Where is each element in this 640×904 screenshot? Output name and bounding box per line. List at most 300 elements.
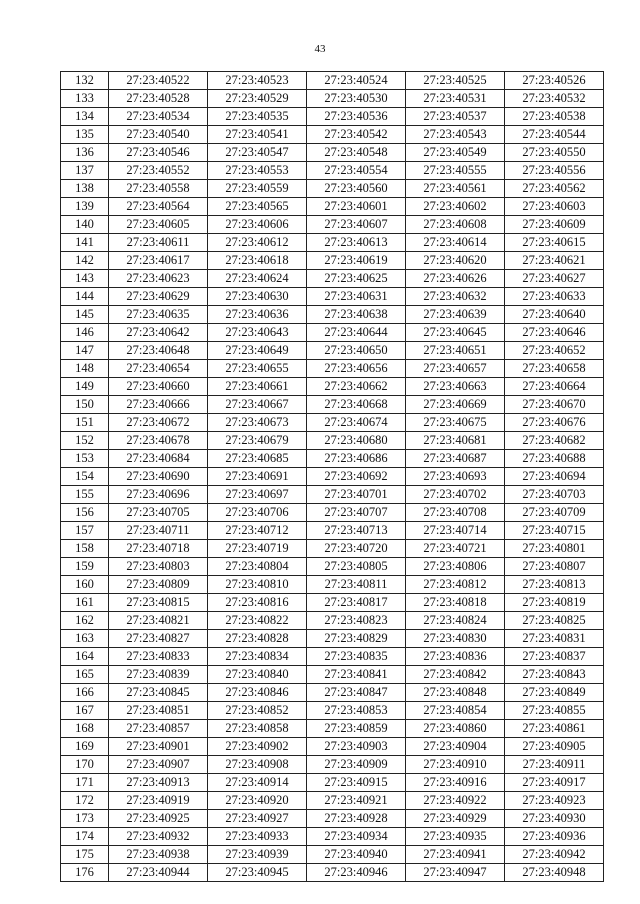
cadastral-code-cell: 27:23:40528	[109, 90, 208, 108]
cadastral-code-cell: 27:23:40652	[505, 342, 604, 360]
cadastral-code-cell: 27:23:40534	[109, 108, 208, 126]
table-row	[61, 648, 604, 666]
cadastral-code-cell: 27:23:40536	[307, 108, 406, 126]
cadastral-code-cell: 27:23:40836	[406, 648, 505, 666]
cadastral-code-cell: 27:23:40948	[505, 864, 604, 882]
table-row	[61, 396, 604, 414]
table-row	[61, 666, 604, 684]
cadastral-code-cell: 27:23:40827	[109, 630, 208, 648]
cadastral-code-cell: 27:23:40661	[208, 378, 307, 396]
cadastral-code-cell: 27:23:40550	[505, 144, 604, 162]
cadastral-code-cell: 27:23:40640	[505, 306, 604, 324]
cadastral-code-cell: 27:23:40633	[505, 288, 604, 306]
cadastral-code-cell: 27:23:40861	[505, 720, 604, 738]
cadastral-code-cell: 27:23:40530	[307, 90, 406, 108]
table-row	[61, 792, 604, 810]
table-row	[61, 594, 604, 612]
cadastral-code-cell: 27:23:40819	[505, 594, 604, 612]
cadastral-code-cell: 27:23:40553	[208, 162, 307, 180]
cadastral-code-cell: 27:23:40857	[109, 720, 208, 738]
cadastral-code-cell: 27:23:40940	[307, 846, 406, 864]
row-number-cell: 172	[61, 792, 109, 810]
table-row	[61, 162, 604, 180]
cadastral-code-cell: 27:23:40538	[505, 108, 604, 126]
cadastral-code-cell: 27:23:40552	[109, 162, 208, 180]
cadastral-code-cell: 27:23:40602	[406, 198, 505, 216]
cadastral-code-cell: 27:23:40901	[109, 738, 208, 756]
cadastral-code-cell: 27:23:40934	[307, 828, 406, 846]
row-number-cell: 144	[61, 288, 109, 306]
table-row	[61, 450, 604, 468]
cadastral-code-cell: 27:23:40618	[208, 252, 307, 270]
cadastral-code-cell: 27:23:40696	[109, 486, 208, 504]
table-row	[61, 414, 604, 432]
cadastral-code-cell: 27:23:40664	[505, 378, 604, 396]
table-row	[61, 684, 604, 702]
table-row	[61, 756, 604, 774]
cadastral-code-cell: 27:23:40529	[208, 90, 307, 108]
cadastral-code-cell: 27:23:40675	[406, 414, 505, 432]
cadastral-code-cell: 27:23:40660	[109, 378, 208, 396]
cadastral-code-cell: 27:23:40621	[505, 252, 604, 270]
row-number-cell: 166	[61, 684, 109, 702]
cadastral-code-cell: 27:23:40942	[505, 846, 604, 864]
cadastral-code-cell: 27:23:40909	[307, 756, 406, 774]
table-row	[61, 180, 604, 198]
cadastral-code-cell: 27:23:40849	[505, 684, 604, 702]
table-row	[61, 468, 604, 486]
cadastral-code-cell: 27:23:40544	[505, 126, 604, 144]
row-number-cell: 151	[61, 414, 109, 432]
cadastral-code-cell: 27:23:40524	[307, 72, 406, 90]
cadastral-code-cell: 27:23:40860	[406, 720, 505, 738]
cadastral-code-cell: 27:23:40917	[505, 774, 604, 792]
cadastral-code-cell: 27:23:40903	[307, 738, 406, 756]
table-row	[61, 540, 604, 558]
table-row	[61, 630, 604, 648]
row-number-cell: 170	[61, 756, 109, 774]
cadastral-code-cell: 27:23:40620	[406, 252, 505, 270]
row-number-cell: 141	[61, 234, 109, 252]
cadastral-code-cell: 27:23:40701	[307, 486, 406, 504]
cadastral-code-cell: 27:23:40624	[208, 270, 307, 288]
cadastral-code-cell: 27:23:40831	[505, 630, 604, 648]
row-number-cell: 168	[61, 720, 109, 738]
cadastral-code-cell: 27:23:40554	[307, 162, 406, 180]
cadastral-code-cell: 27:23:40911	[505, 756, 604, 774]
cadastral-code-cell: 27:23:40712	[208, 522, 307, 540]
cadastral-code-cell: 27:23:40702	[406, 486, 505, 504]
cadastral-code-cell: 27:23:40707	[307, 504, 406, 522]
row-number-cell: 174	[61, 828, 109, 846]
cadastral-code-cell: 27:23:40639	[406, 306, 505, 324]
cadastral-code-cell: 27:23:40609	[505, 216, 604, 234]
cadastral-code-cell: 27:23:40682	[505, 432, 604, 450]
table-row	[61, 522, 604, 540]
cadastral-code-cell: 27:23:40636	[208, 306, 307, 324]
cadastral-code-cell: 27:23:40947	[406, 864, 505, 882]
cadastral-code-cell: 27:23:40673	[208, 414, 307, 432]
row-number-cell: 150	[61, 396, 109, 414]
table-row	[61, 252, 604, 270]
cadastral-code-cell: 27:23:40680	[307, 432, 406, 450]
cadastral-code-cell: 27:23:40919	[109, 792, 208, 810]
cadastral-code-cell: 27:23:40933	[208, 828, 307, 846]
cadastral-code-cell: 27:23:40663	[406, 378, 505, 396]
cadastral-code-cell: 27:23:40920	[208, 792, 307, 810]
cadastral-code-cell: 27:23:40711	[109, 522, 208, 540]
table-row	[61, 216, 604, 234]
cadastral-code-cell: 27:23:40644	[307, 324, 406, 342]
cadastral-code-cell: 27:23:40803	[109, 558, 208, 576]
table-row	[61, 342, 604, 360]
cadastral-code-cell: 27:23:40564	[109, 198, 208, 216]
cadastral-code-cell: 27:23:40635	[109, 306, 208, 324]
cadastral-code-cell: 27:23:40679	[208, 432, 307, 450]
row-number-cell: 132	[61, 72, 109, 90]
cadastral-code-cell: 27:23:40714	[406, 522, 505, 540]
cadastral-code-cell: 27:23:40548	[307, 144, 406, 162]
row-number-cell: 173	[61, 810, 109, 828]
row-number-cell: 140	[61, 216, 109, 234]
table-row	[61, 126, 604, 144]
cadastral-code-cell: 27:23:40816	[208, 594, 307, 612]
cadastral-code-cell: 27:23:40607	[307, 216, 406, 234]
cadastral-code-cell: 27:23:40908	[208, 756, 307, 774]
cadastral-code-cell: 27:23:40606	[208, 216, 307, 234]
cadastral-code-cell: 27:23:40535	[208, 108, 307, 126]
table-row	[61, 774, 604, 792]
cadastral-code-cell: 27:23:40627	[505, 270, 604, 288]
table-body	[61, 72, 604, 882]
table-row	[61, 270, 604, 288]
cadastral-code-cell: 27:23:40806	[406, 558, 505, 576]
cadastral-code-cell: 27:23:40619	[307, 252, 406, 270]
cadastral-code-cell: 27:23:40638	[307, 306, 406, 324]
cadastral-code-cell: 27:23:40526	[505, 72, 604, 90]
cadastral-code-cell: 27:23:40547	[208, 144, 307, 162]
cadastral-code-cell: 27:23:40804	[208, 558, 307, 576]
cadastral-code-cell: 27:23:40936	[505, 828, 604, 846]
row-number-cell: 159	[61, 558, 109, 576]
cadastral-code-cell: 27:23:40686	[307, 450, 406, 468]
row-number-cell: 154	[61, 468, 109, 486]
cadastral-code-cell: 27:23:40709	[505, 504, 604, 522]
cadastral-code-cell: 27:23:40840	[208, 666, 307, 684]
row-number-cell: 142	[61, 252, 109, 270]
row-number-cell: 133	[61, 90, 109, 108]
cadastral-code-cell: 27:23:40559	[208, 180, 307, 198]
cadastral-code-cell: 27:23:40821	[109, 612, 208, 630]
cadastral-code-cell: 27:23:40938	[109, 846, 208, 864]
cadastral-code-cell: 27:23:40830	[406, 630, 505, 648]
cadastral-code-cell: 27:23:40543	[406, 126, 505, 144]
table-row	[61, 612, 604, 630]
table-row	[61, 324, 604, 342]
page-number: 43	[314, 43, 326, 55]
cadastral-code-cell: 27:23:40721	[406, 540, 505, 558]
cadastral-table-container	[60, 71, 597, 882]
cadastral-code-cell: 27:23:40846	[208, 684, 307, 702]
cadastral-code-cell: 27:23:40655	[208, 360, 307, 378]
cadastral-code-cell: 27:23:40532	[505, 90, 604, 108]
row-number-cell: 152	[61, 432, 109, 450]
cadastral-code-cell: 27:23:40801	[505, 540, 604, 558]
cadastral-code-cell: 27:23:40681	[406, 432, 505, 450]
cadastral-code-cell: 27:23:40913	[109, 774, 208, 792]
cadastral-code-cell: 27:23:40927	[208, 810, 307, 828]
cadastral-code-cell: 27:23:40651	[406, 342, 505, 360]
table-row	[61, 144, 604, 162]
cadastral-code-cell: 27:23:40939	[208, 846, 307, 864]
table-row	[61, 234, 604, 252]
cadastral-code-cell: 27:23:40715	[505, 522, 604, 540]
table-row	[61, 432, 604, 450]
cadastral-code-cell: 27:23:40922	[406, 792, 505, 810]
cadastral-code-cell: 27:23:40851	[109, 702, 208, 720]
cadastral-code-cell: 27:23:40670	[505, 396, 604, 414]
cadastral-code-cell: 27:23:40910	[406, 756, 505, 774]
cadastral-code-cell: 27:23:40928	[307, 810, 406, 828]
cadastral-code-cell: 27:23:40650	[307, 342, 406, 360]
cadastral-code-cell: 27:23:40642	[109, 324, 208, 342]
cadastral-code-cell: 27:23:40537	[406, 108, 505, 126]
row-number-cell: 153	[61, 450, 109, 468]
row-number-cell: 138	[61, 180, 109, 198]
cadastral-code-cell: 27:23:40818	[406, 594, 505, 612]
row-number-cell: 165	[61, 666, 109, 684]
cadastral-code-cell: 27:23:40549	[406, 144, 505, 162]
row-number-cell: 146	[61, 324, 109, 342]
cadastral-code-cell: 27:23:40541	[208, 126, 307, 144]
cadastral-code-cell: 27:23:40546	[109, 144, 208, 162]
table-row	[61, 720, 604, 738]
cadastral-code-cell: 27:23:40719	[208, 540, 307, 558]
cadastral-code-cell: 27:23:40694	[505, 468, 604, 486]
row-number-cell: 155	[61, 486, 109, 504]
cadastral-code-cell: 27:23:40905	[505, 738, 604, 756]
cadastral-code-cell: 27:23:40834	[208, 648, 307, 666]
table-row	[61, 558, 604, 576]
cadastral-code-cell: 27:23:40817	[307, 594, 406, 612]
table-row	[61, 72, 604, 90]
row-number-cell: 134	[61, 108, 109, 126]
table-row	[61, 702, 604, 720]
cadastral-code-cell: 27:23:40825	[505, 612, 604, 630]
cadastral-code-cell: 27:23:40923	[505, 792, 604, 810]
cadastral-code-cell: 27:23:40691	[208, 468, 307, 486]
cadastral-code-cell: 27:23:40944	[109, 864, 208, 882]
cadastral-code-cell: 27:23:40685	[208, 450, 307, 468]
cadastral-code-cell: 27:23:40902	[208, 738, 307, 756]
table-row	[61, 306, 604, 324]
cadastral-code-cell: 27:23:40932	[109, 828, 208, 846]
table-row	[61, 576, 604, 594]
cadastral-code-cell: 27:23:40672	[109, 414, 208, 432]
row-number-cell: 135	[61, 126, 109, 144]
cadastral-code-cell: 27:23:40625	[307, 270, 406, 288]
cadastral-code-cell: 27:23:40684	[109, 450, 208, 468]
row-number-cell: 161	[61, 594, 109, 612]
row-number-cell: 143	[61, 270, 109, 288]
cadastral-code-cell: 27:23:40666	[109, 396, 208, 414]
cadastral-code-cell: 27:23:40662	[307, 378, 406, 396]
cadastral-code-cell: 27:23:40654	[109, 360, 208, 378]
cadastral-code-cell: 27:23:40611	[109, 234, 208, 252]
table-row	[61, 198, 604, 216]
cadastral-code-cell: 27:23:40542	[307, 126, 406, 144]
cadastral-code-cell: 27:23:40643	[208, 324, 307, 342]
cadastral-code-cell: 27:23:40842	[406, 666, 505, 684]
cadastral-code-cell: 27:23:40612	[208, 234, 307, 252]
row-number-cell: 145	[61, 306, 109, 324]
row-number-cell: 167	[61, 702, 109, 720]
cadastral-code-cell: 27:23:40813	[505, 576, 604, 594]
row-number-cell: 147	[61, 342, 109, 360]
cadastral-code-cell: 27:23:40854	[406, 702, 505, 720]
cadastral-code-cell: 27:23:40713	[307, 522, 406, 540]
cadastral-code-cell: 27:23:40687	[406, 450, 505, 468]
cadastral-code-cell: 27:23:40626	[406, 270, 505, 288]
row-number-cell: 176	[61, 864, 109, 882]
cadastral-code-cell: 27:23:40658	[505, 360, 604, 378]
cadastral-code-cell: 27:23:40697	[208, 486, 307, 504]
cadastral-code-cell: 27:23:40935	[406, 828, 505, 846]
row-number-cell: 136	[61, 144, 109, 162]
cadastral-code-cell: 27:23:40847	[307, 684, 406, 702]
row-number-cell: 160	[61, 576, 109, 594]
row-number-cell: 156	[61, 504, 109, 522]
cadastral-code-cell: 27:23:40617	[109, 252, 208, 270]
table-row	[61, 504, 604, 522]
table-row	[61, 486, 604, 504]
cadastral-code-cell: 27:23:40946	[307, 864, 406, 882]
cadastral-code-cell: 27:23:40703	[505, 486, 604, 504]
cadastral-code-cell: 27:23:40605	[109, 216, 208, 234]
row-number-cell: 169	[61, 738, 109, 756]
table-row	[61, 90, 604, 108]
cadastral-code-cell: 27:23:40692	[307, 468, 406, 486]
cadastral-code-cell: 27:23:40845	[109, 684, 208, 702]
cadastral-table	[60, 71, 604, 882]
cadastral-code-cell: 27:23:40706	[208, 504, 307, 522]
cadastral-code-cell: 27:23:40855	[505, 702, 604, 720]
cadastral-code-cell: 27:23:40523	[208, 72, 307, 90]
cadastral-code-cell: 27:23:40525	[406, 72, 505, 90]
row-number-cell: 148	[61, 360, 109, 378]
cadastral-code-cell: 27:23:40858	[208, 720, 307, 738]
cadastral-code-cell: 27:23:40921	[307, 792, 406, 810]
cadastral-code-cell: 27:23:40678	[109, 432, 208, 450]
cadastral-code-cell: 27:23:40556	[505, 162, 604, 180]
cadastral-code-cell: 27:23:40631	[307, 288, 406, 306]
table-row	[61, 810, 604, 828]
cadastral-code-cell: 27:23:40718	[109, 540, 208, 558]
row-number-cell: 158	[61, 540, 109, 558]
cadastral-code-cell: 27:23:40852	[208, 702, 307, 720]
cadastral-code-cell: 27:23:40645	[406, 324, 505, 342]
cadastral-code-cell: 27:23:40561	[406, 180, 505, 198]
cadastral-code-cell: 27:23:40555	[406, 162, 505, 180]
cadastral-code-cell: 27:23:40945	[208, 864, 307, 882]
cadastral-code-cell: 27:23:40708	[406, 504, 505, 522]
cadastral-code-cell: 27:23:40669	[406, 396, 505, 414]
cadastral-code-cell: 27:23:40657	[406, 360, 505, 378]
cadastral-code-cell: 27:23:40565	[208, 198, 307, 216]
cadastral-code-cell: 27:23:40648	[109, 342, 208, 360]
row-number-cell: 162	[61, 612, 109, 630]
cadastral-code-cell: 27:23:40929	[406, 810, 505, 828]
cadastral-code-cell: 27:23:40623	[109, 270, 208, 288]
cadastral-code-cell: 27:23:40601	[307, 198, 406, 216]
cadastral-code-cell: 27:23:40811	[307, 576, 406, 594]
cadastral-code-cell: 27:23:40916	[406, 774, 505, 792]
cadastral-code-cell: 27:23:40688	[505, 450, 604, 468]
row-number-cell: 171	[61, 774, 109, 792]
table-row	[61, 108, 604, 126]
cadastral-code-cell: 27:23:40649	[208, 342, 307, 360]
cadastral-code-cell: 27:23:40613	[307, 234, 406, 252]
cadastral-code-cell: 27:23:40603	[505, 198, 604, 216]
cadastral-code-cell: 27:23:40823	[307, 612, 406, 630]
table-row	[61, 360, 604, 378]
cadastral-code-cell: 27:23:40915	[307, 774, 406, 792]
cadastral-code-cell: 27:23:40656	[307, 360, 406, 378]
row-number-cell: 163	[61, 630, 109, 648]
cadastral-code-cell: 27:23:40558	[109, 180, 208, 198]
cadastral-code-cell: 27:23:40837	[505, 648, 604, 666]
cadastral-code-cell: 27:23:40904	[406, 738, 505, 756]
cadastral-code-cell: 27:23:40690	[109, 468, 208, 486]
cadastral-code-cell: 27:23:40822	[208, 612, 307, 630]
cadastral-code-cell: 27:23:40615	[505, 234, 604, 252]
cadastral-code-cell: 27:23:40608	[406, 216, 505, 234]
cadastral-code-cell: 27:23:40810	[208, 576, 307, 594]
cadastral-code-cell: 27:23:40630	[208, 288, 307, 306]
cadastral-code-cell: 27:23:40560	[307, 180, 406, 198]
cadastral-code-cell: 27:23:40841	[307, 666, 406, 684]
cadastral-code-cell: 27:23:40805	[307, 558, 406, 576]
cadastral-code-cell: 27:23:40824	[406, 612, 505, 630]
cadastral-code-cell: 27:23:40531	[406, 90, 505, 108]
cadastral-code-cell: 27:23:40853	[307, 702, 406, 720]
cadastral-code-cell: 27:23:40859	[307, 720, 406, 738]
cadastral-code-cell: 27:23:40815	[109, 594, 208, 612]
row-number-cell: 139	[61, 198, 109, 216]
cadastral-code-cell: 27:23:40668	[307, 396, 406, 414]
cadastral-code-cell: 27:23:40614	[406, 234, 505, 252]
cadastral-code-cell: 27:23:40807	[505, 558, 604, 576]
row-number-cell: 137	[61, 162, 109, 180]
cadastral-code-cell: 27:23:40848	[406, 684, 505, 702]
cadastral-code-cell: 27:23:40829	[307, 630, 406, 648]
cadastral-code-cell: 27:23:40632	[406, 288, 505, 306]
table-row	[61, 828, 604, 846]
cadastral-code-cell: 27:23:40676	[505, 414, 604, 432]
cadastral-code-cell: 27:23:40562	[505, 180, 604, 198]
cadastral-code-cell: 27:23:40925	[109, 810, 208, 828]
table-row	[61, 378, 604, 396]
cadastral-code-cell: 27:23:40907	[109, 756, 208, 774]
cadastral-code-cell: 27:23:40833	[109, 648, 208, 666]
row-number-cell: 157	[61, 522, 109, 540]
cadastral-code-cell: 27:23:40812	[406, 576, 505, 594]
cadastral-code-cell: 27:23:40720	[307, 540, 406, 558]
cadastral-code-cell: 27:23:40839	[109, 666, 208, 684]
cadastral-code-cell: 27:23:40693	[406, 468, 505, 486]
cadastral-code-cell: 27:23:40843	[505, 666, 604, 684]
cadastral-code-cell: 27:23:40835	[307, 648, 406, 666]
